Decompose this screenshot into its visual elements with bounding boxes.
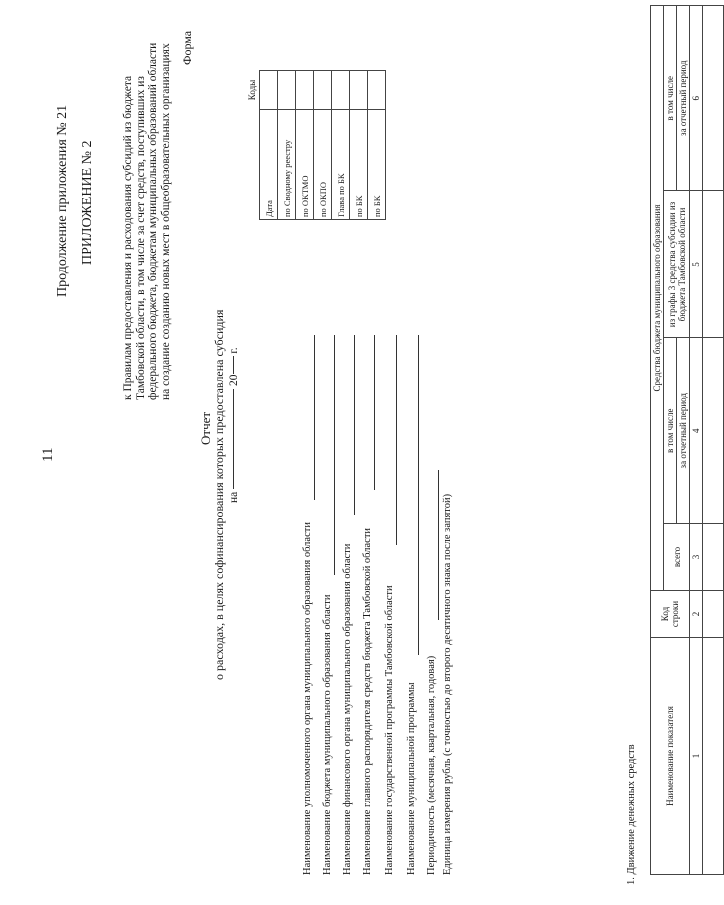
col-indicator: Наименование показателя: [651, 638, 690, 875]
codes-row: по Сводному реестру: [278, 71, 296, 220]
report-date-line: [228, 347, 240, 503]
year-blank: [233, 356, 234, 374]
appendix-title: ПРИЛОЖЕНИЕ № 2: [80, 140, 95, 265]
field-blank: [438, 470, 439, 620]
col-incl-1: в том числе: [664, 338, 677, 524]
section-title: 1. Движение денежных средств: [626, 744, 637, 885]
appendix-continuation: Продолжение приложения № 21: [55, 104, 70, 297]
about-line: на создание созданию новых мест в общеобразовательных организациях: [159, 43, 172, 400]
field-municipal-program: Наименование муниципальной программы: [406, 682, 417, 875]
col-incl-2: в том числе: [664, 6, 677, 192]
field-chief-manager: Наименование главного распорядителя средств бюджета Тамбовской области: [362, 527, 373, 875]
field-periodicity: Периодичность (месячная, квартальная, годовая): [426, 655, 437, 875]
year-suffix: г.: [228, 347, 240, 354]
appendix-about: [122, 30, 172, 400]
field-blank: [374, 335, 375, 490]
table-row: [703, 6, 724, 875]
about-line: к Правилам предоставления и расходования субсидий из бюджета: [122, 75, 134, 400]
col-from-subsidy: из графы 3 средства субсидии из бюджета Тамбовской области: [664, 191, 690, 338]
field-state-program: Наименование государственной программы Тамбовской области: [384, 585, 395, 875]
field-authorized-body: Наименование уполномоченного органа муниципального образования области: [302, 522, 313, 875]
codes-row: Глава по БК: [332, 71, 350, 220]
column-numbers-row: 1 2 3 4 5 6: [690, 6, 703, 875]
field-blank: [418, 335, 419, 655]
col-total: всего: [664, 524, 690, 591]
col-code: Код строки: [651, 591, 690, 638]
movement-table: [650, 5, 724, 875]
codes-table: [245, 70, 386, 220]
field-municipal-budget: Наименование бюджета муниципального образования области: [322, 594, 333, 875]
field-blank: [396, 335, 397, 545]
field-blank: [314, 335, 315, 500]
field-blank: [354, 335, 355, 515]
about-line: Тамбовской области, в том числе за счет средств, поступивших из: [134, 76, 147, 400]
year-prefix: 20: [228, 374, 240, 386]
field-financial-body: Наименование финансового органа муниципального образования области: [342, 543, 353, 875]
date-blank: [233, 389, 234, 489]
date-prefix: на: [228, 491, 240, 503]
about-line: федерального бюджета, бюджетам муниципальных образований области: [147, 42, 159, 400]
col-incl-2-sub: за отчетный период: [677, 6, 690, 192]
col-incl-1-sub: за отчетный период: [677, 338, 690, 524]
codes-row: Дата: [260, 71, 278, 220]
codes-header: Коды: [247, 79, 257, 101]
codes-row: по ОКТМО: [296, 71, 314, 220]
page-number: 11: [40, 447, 56, 462]
form-label: Форма: [180, 30, 194, 65]
report-subtitle: о расходах, в целях софинансирования которых предоставлена субсидия: [212, 309, 226, 680]
field-unit: Единица измерения рубль (с точностью до второго десятичного знака после запятой): [442, 493, 453, 875]
field-blank: [334, 335, 335, 575]
codes-row: по ОКПО: [314, 71, 332, 220]
col-group: Средства бюджета муниципального образования: [651, 6, 664, 591]
report-title: Отчет: [198, 411, 213, 445]
codes-row: по БК: [350, 71, 368, 220]
codes-row: по БК: [368, 71, 386, 220]
